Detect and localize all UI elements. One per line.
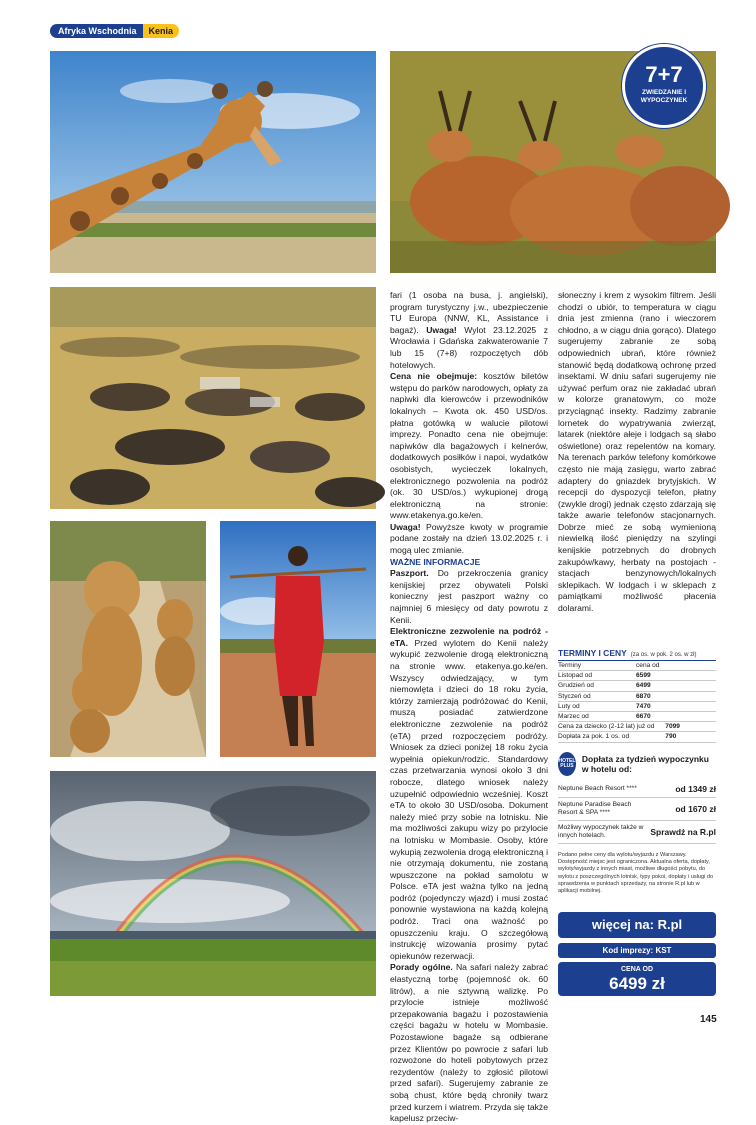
term-label: Listopad od [558,672,593,680]
list-item [558,798,716,821]
hotel-supplement-header [558,752,716,776]
term-label: Luty od [558,702,580,710]
table-row [558,722,716,732]
info-column-left [390,290,548,1125]
list-item [558,780,716,798]
hotel-name: Możliwy wypoczynek także w innych hotelach. [558,824,644,839]
terms-title-row [558,648,716,661]
price-label: CENA OD [620,966,654,973]
intro-text: fari (1 osoba na busa, j. angielski), program turystyczny j.w., ubezpieczenie TU Europa (NNW, KL, Assistance i bagaż). [390,290,548,335]
breadcrumb-region[interactable]: Afryka Wschodnia [50,24,143,38]
terms-header-row [558,661,716,671]
terms-subtitle: (za os. w pok. 2 os. w zł) [630,652,697,658]
note-label-2: Uwaga! [390,521,421,532]
price-box [558,962,716,996]
page-number: 145 [700,1014,717,1025]
term-price: 6670 [636,712,651,720]
savanna-rainbow-photo [50,771,376,996]
wildebeest-photo [50,287,376,509]
badge-title: 7+7 [645,62,683,87]
maasai-photo [220,521,376,757]
term-price: 6599 [636,672,651,680]
term-price: 6870 [636,692,651,700]
term-price: 7470 [636,702,651,710]
table-row [558,671,716,681]
extra-price: 7099 [665,723,680,731]
table-row [558,712,716,722]
table-row [558,681,716,691]
general-advice-text: Na safari należy zabrać elastyczną torbę (pojemność ok. 60 litrów), a nie sztywną walizkę. Po przylocie istnieje możliwość przepakowania bagażu i pozostawienia części bagażu w hotelu w Mombasie. Pozostawione bagaże są odbierane przez Klientów po powrocie z safari lub rozwożone do hoteli pobytowych przez rezydentów (należy to zgłosić pilotowi przed safari). Sugerujemy zabranie ze sobą chust, które będą chroniły twarz przed kurzem i wiatrem. Przyda się także kapelusz przeciw- [390,962,549,1124]
extra-price: 790 [665,733,677,741]
lions-photo [50,521,206,757]
breadcrumb [50,24,179,38]
terms-col-date: Terminy [558,662,582,669]
hotel-check-link[interactable]: Sprawdź na R.pl [650,827,716,837]
excludes-label: Cena nie obejmuje: [390,371,478,382]
list-item [558,821,716,844]
term-price: 6499 [636,682,651,690]
badge-subtitle: ZWIEDZANIE I WYPOCZYNEK [640,89,688,104]
tour-type-badge [622,44,706,128]
hotel-plus-icon: HOTEL PLUS [558,752,576,776]
departure-text: Wylot 23.12.2025 z Wrocławia i Gdańska zakwaterowanie 7 lub 15 (7+8) rozpoczętych dób hotelowych. [390,324,548,370]
passport-text: Do przekroczenia granicy kenijskiej przez obywateli Polski konieczny jest paszport ważny co najmniej 6 miesięcy od daty powrotu z Kenii. [390,568,548,625]
term-label: Marzec od [558,712,589,720]
hotel-supplement-box [558,752,716,844]
hotel-name: Neptune Beach Resort **** [558,784,637,792]
advice-continued-text: słoneczny i krem z wysokim filtrem. Jeśli chodzi o ubiór, to temperatura w ciągu dnia jest zmienna (rano i wieczorem chłodno, a w ciągu dnia gorąco). Dlatego sugerujemy zabranie ze sobą odpowiednich ubrań, które również stanowić będą dodatkową ochronę przed insektami. W dniu safari sugerujemy nie używać perfum oraz nie zakładać ubrań w kolorze granatowym, co może przyciągnąć insekty. Radzimy zabranie lornetek do wypatrywania zwierząt, latarek (niektóre ałeje i lodgach są słabo oświetlone) oraz repelentów na komary. Na terenach parków telefony komórkowe często nie mają zasięgu, warto zabrać adaptery do gniazdek brytyjskich. W recepcji do dyspozycji telefon, płatny (zwykle drogi) jednak często zdarzają się także awarie telefonów stacjonarnych. Dobrze mieć ze sobą wymienioną niewielką ilość pieniędzy na szylingi kenijskie potrzebnych do drobnych zakupów/kawy, herbaty na postojach - stacjach benzynowych/lokalnych sklepikach. W lodgach i w sklepach z pamiątkami możliwość płacenia dolarami. [558,290,716,614]
extra-label: Dopłata za pok. 1 os. od [558,733,630,741]
terms-col-price: cena od [636,662,660,669]
extra-label: Cena za dziecko (2-12 lat) już od [558,723,655,731]
terms-title: TERMINY I CENY [558,648,627,658]
hotel-supplement-title: Dopłata za tydzień wypoczynku w hotelu od: [581,754,709,774]
price-amount: 6499 zł [609,974,665,993]
hotel-price: od 1349 zł [675,783,716,794]
table-row [558,732,716,742]
breadcrumb-country[interactable]: Kenia [143,24,180,38]
terms-and-prices-table [558,648,716,743]
table-row [558,692,716,702]
table-row [558,702,716,712]
info-column-right [558,290,716,615]
eta-text: Przed wylotem do Kenii należy wykupić zezwolenie drogą elektroniczną na stronie www. etakenya.go.ke/en. Wszyscy odwiedzający, w tym niemowlęta i dzieci do 18 roku życia, którzy zamierzają podróżować do Kenii, muszą posiadać zatwierdzone elektroniczne zezwolenie na podróż (eTA) przed rozpoczęciem podróży. Wniosek za dzieci poniżej 18 roku życia wypełnia opiekun/rodzic. Standardowy czas przetwarzania wynosi około 3 dni robocze, dlatego wniosek należy uzupełnić odpowiednio wcześniej. Koszt eTA to około 30 USD/osoba. Dokument należy mieć przy sobie na lotnisku. Nie ma możliwości zakupu wizy po przylocie na lotnisku w Mombasie. Osoby, które wykupią zezwolenia drogą elektroniczną i nie otrzymają dokumentu, nie zostaną wpuszczone na pokład samolotu w Polsce. eTA jest ważna tylko na jedną podróż (pojedynczy wjazd) i musi zostać ponownie wystawiona na każdą kolejną podróż. Traci ona ważność po opuszczeniu kraju. O szczegółową instrukcję wizowania prosimy pytać opiekunów rezerwacji. [390,637,548,961]
note-label: Uwaga! [426,324,457,335]
hotel-name: Neptune Paradise Beach Resort & SPA **** [558,801,632,816]
excludes-text: kosztów biletów wstępu do parków narodowych, opłaty za napiwki dla kierowców i przewodników lokalnych – Kwota ok. 450 USD/os. płatna gotówką w walucie pilotowi imprezy. Ponadto cena nie obejmuje: napiwków dla bagażowych i kelnerów, dodatkowych posiłków i napoi, wydatków osobistych, wycieczek lokalnych, elektronicznego pozwolenia na podróż (ok. 30 USD/os.) wykupionej drogą elektroniczną na stronie: www.etakenya.go.ke/en. [390,371,548,521]
general-advice-label: Porady ogólne. [390,962,453,973]
term-label: Styczeń od [558,692,591,700]
tour-code: Kod imprezy: KST [558,943,716,958]
passport-label: Paszport. [390,568,429,579]
hotel-price: od 1670 zł [675,804,716,814]
more-info-button[interactable]: więcej na: R.pl [558,912,716,938]
price-note-text: Powyższe kwoty w programie podane zostały na dzień 13.02.2025 r. i mogą ulec zmianie. [390,521,548,556]
important-info-heading: WAŻNE INFORMACJE [390,556,481,567]
giraffe-photo [50,51,376,273]
term-label: Grudzień od [558,682,594,690]
fine-print: Podano pełne ceny dla wylotu/wyjazdu z Warszawy. Dostępność miejsc jest ograniczona. Aktualna oferta, dopłaty, wyloty/wyjazdy z innych miast, możliwe długości pobytu, do wylotu z poszczególnych lotnisk, typy pokoi, dopłaty i usługi do sprawdzenia w punktach sprzedaży, na stronie R.pl lub w aplikacji mobilnej. [558,852,714,895]
eta-label: Elektroniczne zezwolenie na podróż - eTA. [390,626,548,648]
